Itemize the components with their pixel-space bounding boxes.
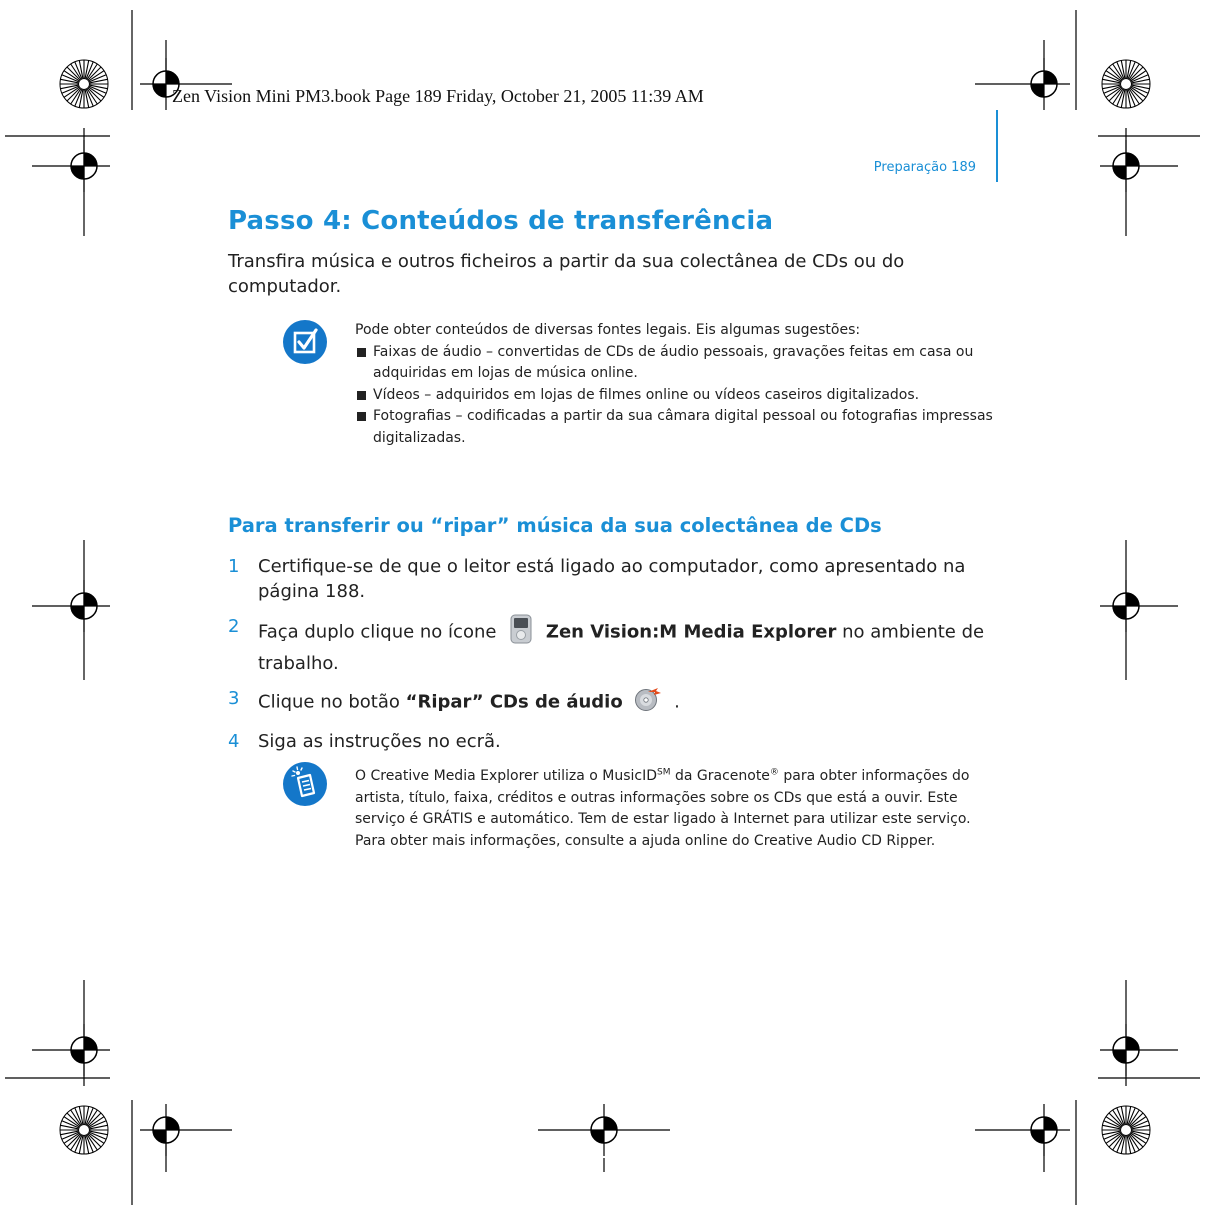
note-bullet-list xyxy=(355,342,1005,450)
running-head: Preparação 189 xyxy=(873,160,976,175)
step-item xyxy=(228,554,1018,604)
running-head-rule xyxy=(996,110,998,182)
registered-mark: ® xyxy=(769,767,779,778)
note-paragraph xyxy=(355,766,1005,852)
registration-mark-icon xyxy=(140,1104,192,1156)
step-text: Clique no botão xyxy=(258,691,400,713)
checkmark-note-icon xyxy=(283,320,327,364)
step-text: . xyxy=(674,691,680,713)
note-lead: Pode obter conteúdos de diversas fontes legais. Eis algumas sugestões: xyxy=(355,322,861,338)
star-target-icon xyxy=(60,1106,108,1154)
cd-rip-icon xyxy=(634,686,662,719)
registration-mark-icon xyxy=(578,1104,630,1156)
registration-mark-icon xyxy=(1100,1024,1152,1076)
star-target-icon xyxy=(60,60,108,108)
registration-mark-icon xyxy=(1018,58,1070,110)
step-number: 2 xyxy=(228,616,240,637)
step-number: 4 xyxy=(228,731,240,752)
print-slug: Zen Vision Mini PM3.book Page 189 Friday, October 21, 2005 11:39 AM xyxy=(172,86,704,106)
registration-mark-icon xyxy=(1018,1104,1070,1156)
step-item xyxy=(228,686,1018,719)
list-item: Vídeos – adquiridos em lojas de filmes online ou vídeos caseiros digitalizados. xyxy=(355,385,1005,407)
step-bold-text: Zen Vision:M Media Explorer xyxy=(545,621,837,643)
registration-mark-icon xyxy=(1100,580,1152,632)
section-heading: Passo 4: Conteúdos de transferência xyxy=(228,206,774,236)
registration-mark-icon xyxy=(58,140,110,192)
note-legal-sources xyxy=(355,320,1005,449)
step-item xyxy=(228,614,1018,676)
subsection-heading: Para transferir ou “ripar” música da sua colectânea de CDs xyxy=(228,514,882,537)
step-bold-text: “Ripar” CDs de áudio xyxy=(405,691,623,713)
step-item xyxy=(228,729,1018,754)
step-text: no ambiente de trabalho. xyxy=(258,621,985,674)
registration-mark-icon xyxy=(58,1024,110,1076)
step-number: 3 xyxy=(228,688,240,709)
media-player-icon xyxy=(510,614,532,651)
note-text: para obter informações do artista, título, faixa, créditos e outras informações sobre os CDs que está a ouvir. Este serviço é GRÁTIS e automático. Tem de estar ligado à Internet para utilizar este serviço. Para obter mais informações, consulte a ajuda online do Creative Audio CD Ripper. xyxy=(355,768,971,849)
intro-paragraph: Transfira música e outros ficheiros a partir da sua colectânea de CDs ou do computador. xyxy=(228,251,905,297)
tip-note-icon xyxy=(283,762,327,806)
note-text: O Creative Media Explorer utiliza o MusicID xyxy=(355,768,658,784)
list-item: Faixas de áudio – convertidas de CDs de áudio pessoais, gravações feitas em casa ou adquiridas em lojas de música online. xyxy=(355,342,1005,385)
registration-mark-icon xyxy=(58,580,110,632)
service-mark: SM xyxy=(657,767,671,778)
steps-list xyxy=(228,554,1018,764)
step-text: Faça duplo clique no ícone xyxy=(258,621,497,643)
step-text: Certifique-se de que o leitor está ligado ao computador, como apresentado na página 188. xyxy=(258,556,966,602)
star-target-icon xyxy=(1102,1106,1150,1154)
registration-mark-icon xyxy=(1100,140,1152,192)
step-text: Siga as instruções no ecrã. xyxy=(258,731,501,752)
star-target-icon xyxy=(1102,60,1150,108)
note-gracenote xyxy=(355,766,1005,852)
step-number: 1 xyxy=(228,556,240,577)
note-text: da Gracenote xyxy=(670,768,770,784)
list-item: Fotografias – codificadas a partir da sua câmara digital pessoal ou fotografias impressas digitalizadas. xyxy=(355,406,1005,449)
